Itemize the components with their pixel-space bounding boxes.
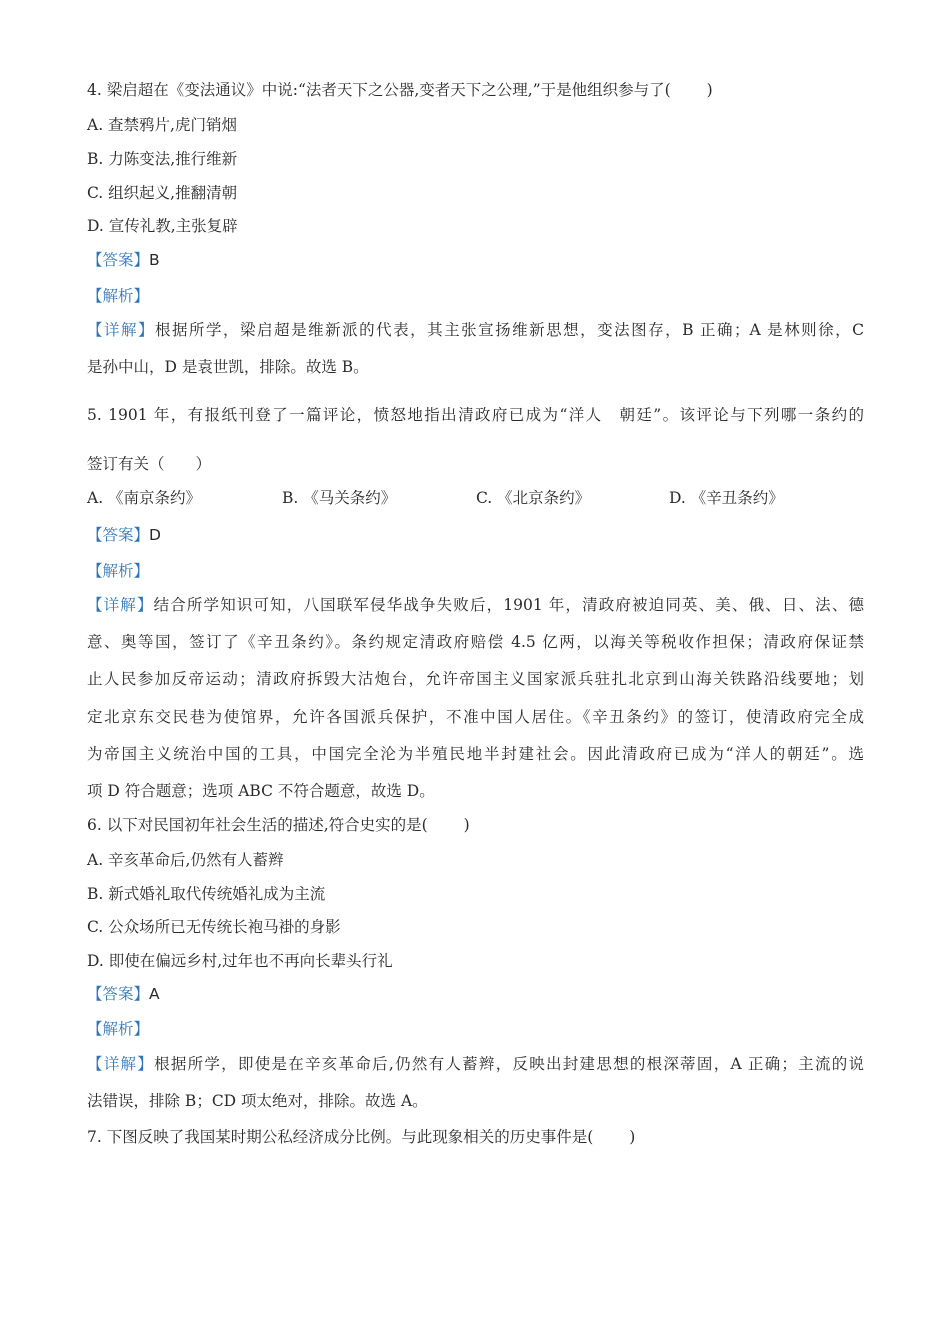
detail-text: 根据所学，梁启超是维新派的代表，其主张宣扬维新思想，变法图存，B 正确；A 是林则徐，C	[155, 321, 864, 339]
q5-detail-line-2: 意、奥等国，签订了《辛丑条约》。条约规定清政府赔偿 4.5 亿两，以海关等税收作担保；清政府保证禁	[87, 633, 864, 651]
detail-text: 根据所学，即使是在辛亥革命后,仍然有人蓄辫，反映出封建思想的根深蒂固，A 正确；主流的说	[154, 1055, 864, 1073]
q5-detail-line-5: 为帝国主义统治中国的工具，中国完全沦为半殖民地半封建社会。因此清政府已成为“洋人的朝廷”。选	[87, 745, 864, 763]
q5-options	[87, 488, 867, 508]
q4-analysis-tag: 【解析】	[87, 287, 150, 305]
q5-detail-line-4: 定北京东交民巷为使馆界，允许各国派兵保护，不准中国人居住。《辛丑条约》的签订，使清政府完全成	[87, 708, 864, 726]
detail-tag: 【详解】	[87, 596, 154, 614]
q4-option-b: B. 力陈变法,推行维新	[87, 150, 238, 168]
q7-stem: 7. 下图反映了我国某时期公私经济成分比例。与此现象相关的历史事件是( )	[87, 1128, 636, 1146]
q6-detail-line-2: 法错误，排除 B；CD 项太绝对，排除。故选 A。	[87, 1092, 428, 1110]
detail-text: 结合所学知识可知，八国联军侵华战争失败后，1901 年，清政府被迫同英、美、俄、日、法、德	[153, 596, 864, 614]
answer-value: D	[149, 526, 161, 544]
q5-analysis-tag: 【解析】	[87, 562, 150, 580]
q5-option-b: B. 《马关条约》	[282, 489, 397, 507]
q4-stem: 4. 梁启超在《变法通议》中说:“法者天下之公器,变者天下之公理,”于是他组织参与了( )	[87, 81, 713, 99]
q4-detail-line-2: 是孙中山，D 是袁世凯，排除。故选 B。	[87, 358, 369, 376]
detail-tag: 【详解】	[87, 321, 156, 339]
answer-value: A	[149, 985, 160, 1003]
answer-value: B	[149, 251, 160, 269]
q5-answer	[87, 525, 161, 545]
q6-option-d: D. 即使在偏远乡村,过年也不再向长辈头行礼	[87, 952, 393, 970]
q6-option-a: A. 辛亥革命后,仍然有人蓄辫	[87, 851, 284, 869]
q4-answer	[87, 250, 160, 270]
answer-tag: 【答案】	[87, 526, 150, 544]
q6-stem: 6. 以下对民国初年社会生活的描述,符合史实的是( )	[87, 816, 470, 834]
q5-option-a: A. 《南京条约》	[87, 489, 202, 507]
q6-detail-line-1	[87, 1054, 864, 1074]
q4-option-c: C. 组织起义,推翻清朝	[87, 184, 238, 202]
q4-option-a: A. 查禁鸦片,虎门销烟	[87, 116, 237, 134]
q5-detail-line-1	[87, 595, 864, 615]
answer-tag: 【答案】	[87, 985, 150, 1003]
q6-option-c: C. 公众场所已无传统长袍马褂的身影	[87, 918, 341, 936]
detail-tag: 【详解】	[87, 1055, 155, 1073]
q5-stem-line-2: 签订有关（ ）	[87, 455, 212, 473]
q6-answer	[87, 984, 160, 1004]
q5-option-c: C. 《北京条约》	[476, 489, 591, 507]
answer-tag: 【答案】	[87, 251, 150, 269]
q5-stem-line-1: 5. 1901 年，有报纸刊登了一篇评论，愤怒地指出清政府已成为“洋人 朝廷”。该评论与下列哪一条约的	[87, 406, 864, 424]
q5-option-d: D. 《辛丑条约》	[669, 489, 784, 507]
q6-analysis-tag: 【解析】	[87, 1020, 150, 1038]
q4-option-d: D. 宣传礼教,主张复辟	[87, 217, 238, 235]
q6-option-b: B. 新式婚礼取代传统婚礼成为主流	[87, 885, 326, 903]
q5-detail-line-3: 止人民参加反帝运动；清政府拆毁大沽炮台，允许帝国主义国家派兵驻扎北京到山海关铁路沿线要地；划	[87, 670, 864, 688]
q4-detail-line-1	[87, 320, 864, 340]
q5-detail-line-6: 项 D 符合题意；选项 ABC 不符合题意，故选 D。	[87, 782, 435, 800]
